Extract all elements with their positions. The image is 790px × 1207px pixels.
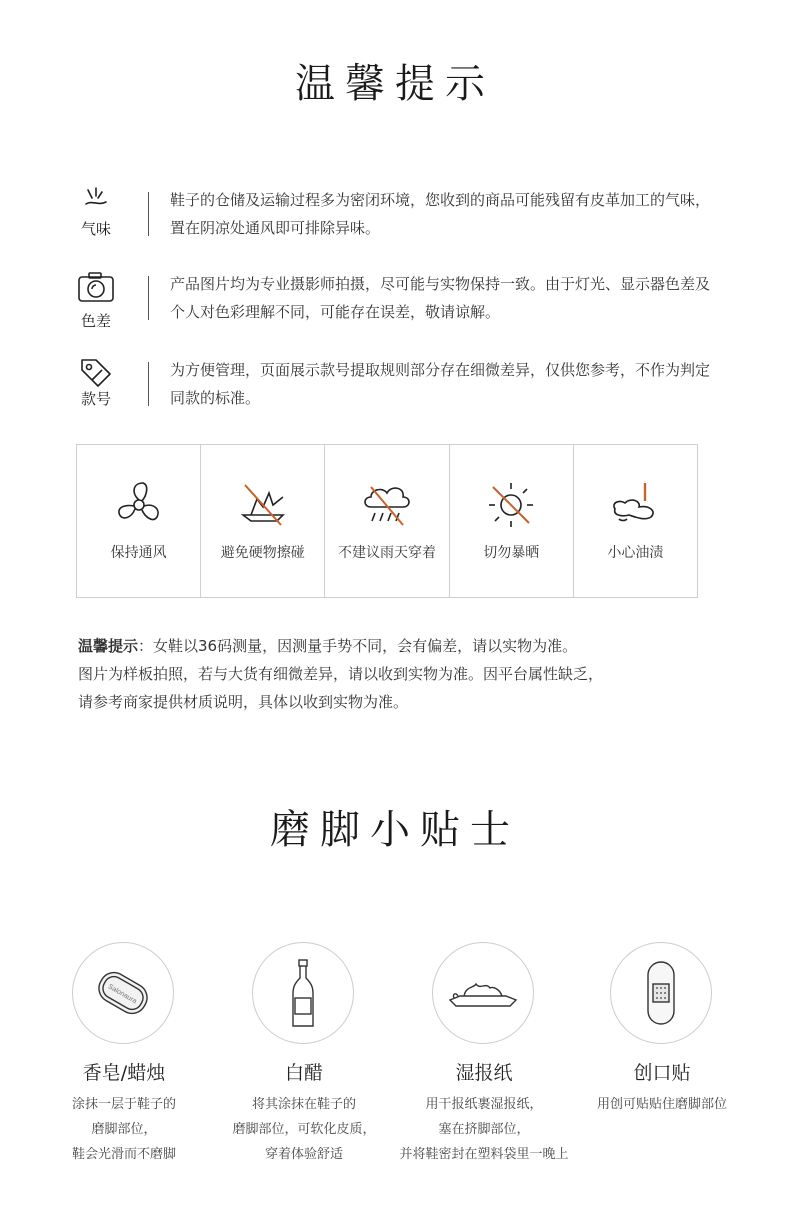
- kit-image-frame: [610, 942, 712, 1044]
- kit-desc-line: 磨脚部位，可软化皮质，: [232, 1122, 376, 1137]
- care-item-oil-stain: [574, 445, 697, 597]
- kit-desc-line: 涂抹一层于鞋子的: [71, 1097, 176, 1112]
- care-label: 小心油渍: [607, 545, 664, 561]
- tip-label: 款号: [80, 390, 111, 408]
- kit-name: 湿报纸: [455, 1062, 513, 1084]
- tip-text: 为方便管理，页面展示款号提取规则部分存在细微差异，仅供您参考，不作为判定同款的标准。: [170, 361, 711, 407]
- kit-desc-line: 用干报纸裹湿报纸，: [425, 1097, 543, 1112]
- care-label: 保持通风: [110, 545, 167, 561]
- tip-odor: [76, 186, 726, 256]
- bandage-icon: [622, 954, 700, 1032]
- care-label: 避免硬物擦碰: [220, 545, 305, 561]
- no-scratch-icon: [233, 475, 293, 535]
- divider: [148, 276, 149, 320]
- oil-stain-icon: [605, 475, 665, 535]
- care-item-no-scratch: [201, 445, 325, 597]
- care-item-no-rain: [325, 445, 449, 597]
- kit-image-frame: [432, 942, 534, 1044]
- note-line: ：女鞋以36码测量，因测量手势不同，会有偏差，请以实物为准。: [138, 637, 578, 655]
- note-line: 请参考商家提供材质说明，具体以收到实物为准。: [78, 693, 409, 711]
- tip-text: 产品图片均为专业摄影师拍摄，尽可能与实物保持一致。由于灯光、显示器色差及个人对色彩理解不同，可能存在误差，敬请谅解。: [170, 275, 711, 321]
- divider: [148, 192, 149, 236]
- note-label: 温馨提示: [78, 637, 139, 655]
- kit-desc-line: 并将鞋密封在塑料袋里一晚上: [399, 1147, 569, 1162]
- tip-label: 色差: [80, 312, 111, 330]
- page-title-tips: 温馨提示: [295, 61, 495, 107]
- tip-label: 气味: [80, 220, 111, 238]
- kit-image-frame: [252, 942, 354, 1044]
- kit-name: 白醋: [284, 1062, 323, 1084]
- tip-text: 鞋子的仓储及运输过程多为密闭环境，您收到的商品可能残留有皮革加工的气味，置在阴凉处通风即可排除异味。: [170, 191, 711, 237]
- kit-desc-line: 用创可贴贴住磨脚部位: [596, 1097, 727, 1112]
- fan-icon: [109, 475, 169, 535]
- page-title-blister-tips: 磨脚小贴士: [270, 807, 520, 853]
- size-note: [78, 632, 718, 716]
- kit-name: 创口贴: [633, 1062, 691, 1084]
- kit-desc-line: 磨脚部位，: [91, 1122, 157, 1137]
- kit-desc-line: 穿着体验舒适: [264, 1147, 343, 1162]
- care-item-ventilate: [77, 445, 201, 597]
- tip-style-number: [76, 356, 726, 426]
- wet-paper-shoe-icon: [444, 954, 522, 1032]
- kit-desc-line: 塞在挤脚部位，: [438, 1122, 530, 1137]
- kit-image-frame: [72, 942, 174, 1044]
- care-item-no-sun: [450, 445, 574, 597]
- kit-desc: [552, 1092, 772, 1117]
- no-rain-icon: [357, 475, 417, 535]
- care-grid: [76, 444, 698, 598]
- care-label: 不建议雨天穿着: [338, 545, 436, 561]
- note-line: 图片为样板拍照，若与大货有细微差异，请以收到实物为准。因平台属性缺乏，: [78, 665, 604, 683]
- soap-brand-text: Salonaura: [106, 983, 138, 1006]
- vinegar-bottle-icon: [264, 954, 342, 1032]
- soap-icon: [84, 954, 162, 1032]
- kit-desc-line: 鞋会光滑而不磨脚: [71, 1147, 176, 1162]
- kit-name: 香皂/蜡烛: [82, 1062, 166, 1084]
- camera-icon: [76, 270, 116, 310]
- no-sun-icon: [481, 475, 541, 535]
- divider: [148, 362, 149, 406]
- tip-color: [76, 270, 726, 340]
- care-label: 切勿暴晒: [483, 545, 540, 561]
- kit-desc-line: 将其涂抹在鞋子的: [251, 1097, 356, 1112]
